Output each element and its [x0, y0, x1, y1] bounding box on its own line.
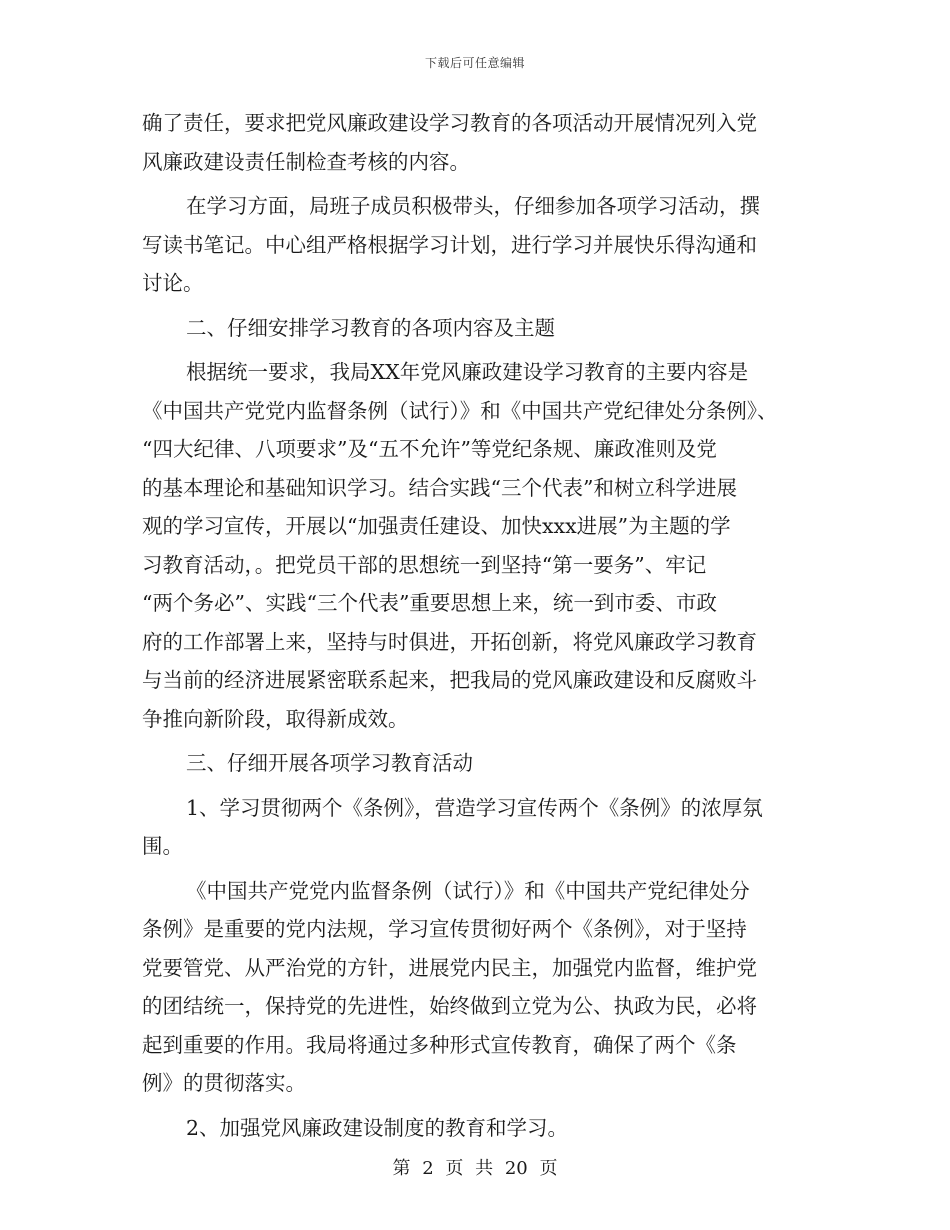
text-line: 在学习方面，局班子成员积极带头，仔细参加各项学习活动，撰 — [186, 194, 760, 218]
text-line: 的团结统一，保持党的先进性，始终做到立党为公、执政为民，必将 — [142, 994, 757, 1018]
text-line: 确了责任，要求把党风廉政建设学习教育的各项活动开展情况列入党 — [142, 111, 757, 135]
text-line: 写读书笔记。中心组严格根据学习计划，进行学习并展快乐得沟通和 — [142, 232, 757, 257]
text-line: 根据统一要求，我局XX年党风廉政建设学习教育的主要内容是 — [186, 360, 749, 384]
text-line: 《中国共产党党内监督条例（试行）》和《中国共产党纪律处分条例》、 — [142, 398, 778, 423]
text-line: 观的学习宣传，开展以“加强责任建设、加快xxx进展”为主题的学 — [142, 514, 731, 538]
text-line: “两个务必”、实践“三个代表”重要思想上来，统一到市委、市政 — [142, 591, 717, 615]
text-line: 起到重要的作用。我局将通过多种形式宣传教育，确保了两个《条 — [142, 1032, 737, 1057]
text-line: 三、仔细开展各项学习教育活动 — [186, 751, 473, 775]
text-line: 党要管党、从严治党的方针，进展党内民主，加强党内监督，维护党 — [142, 955, 757, 980]
section-heading — [142, 744, 812, 783]
section-heading — [142, 309, 812, 348]
text-line: 条例》是重要的党内法规，学习宣传贯彻好两个《条例》，对于坚持 — [142, 917, 747, 941]
text-line: 府的工作部署上来，坚持与时俱进，开拓创新，将党风廉政学习教育 — [142, 629, 757, 654]
text-line: 1、学习贯彻两个《条例》，营造学习宣传两个《条例》的浓厚氛 — [186, 795, 763, 820]
text-line: 风廉政建设责任制检查考核的内容。 — [142, 149, 470, 174]
page-header: 下载后可任意编辑 — [424, 56, 525, 70]
text-line: 2、加强党风廉政建设制度的教育和学习。 — [186, 1115, 569, 1140]
text-line: 与当前的经济进展紧密联系起来，把我局的党风廉政建设和反腐败斗 — [142, 668, 757, 692]
text-line: 《中国共产党党内监督条例（试行）》和《中国共产党纪律处分 — [186, 878, 750, 903]
text-line: 争推向新阶段，取得新成效。 — [142, 706, 409, 731]
text-line: 习教育活动，。把党员干部的思想统一到坚持“第一要务”、牢记 — [142, 552, 707, 577]
text-line: 围。 — [142, 834, 183, 858]
paragraph — [142, 104, 812, 181]
paragraph — [142, 1109, 812, 1148]
text-line: 二、仔细安排学习教育的各项内容及主题 — [186, 315, 555, 340]
page-number: 第 2 页 共 20 页 — [392, 1158, 558, 1179]
paragraph — [142, 872, 812, 1103]
document-body — [142, 104, 812, 1147]
paragraph — [142, 187, 812, 303]
paragraph — [142, 353, 812, 738]
text-line: 的基本理论和基础知识学习。结合实践“三个代表”和树立科学进展 — [142, 475, 737, 500]
text-line: “四大纪律、八项要求”及“五不允许”等党纪条规、廉政准则及党 — [142, 437, 717, 461]
text-line: 例》的贯彻落实。 — [142, 1071, 306, 1095]
text-line: 讨论。 — [142, 271, 204, 295]
paragraph — [142, 789, 812, 866]
